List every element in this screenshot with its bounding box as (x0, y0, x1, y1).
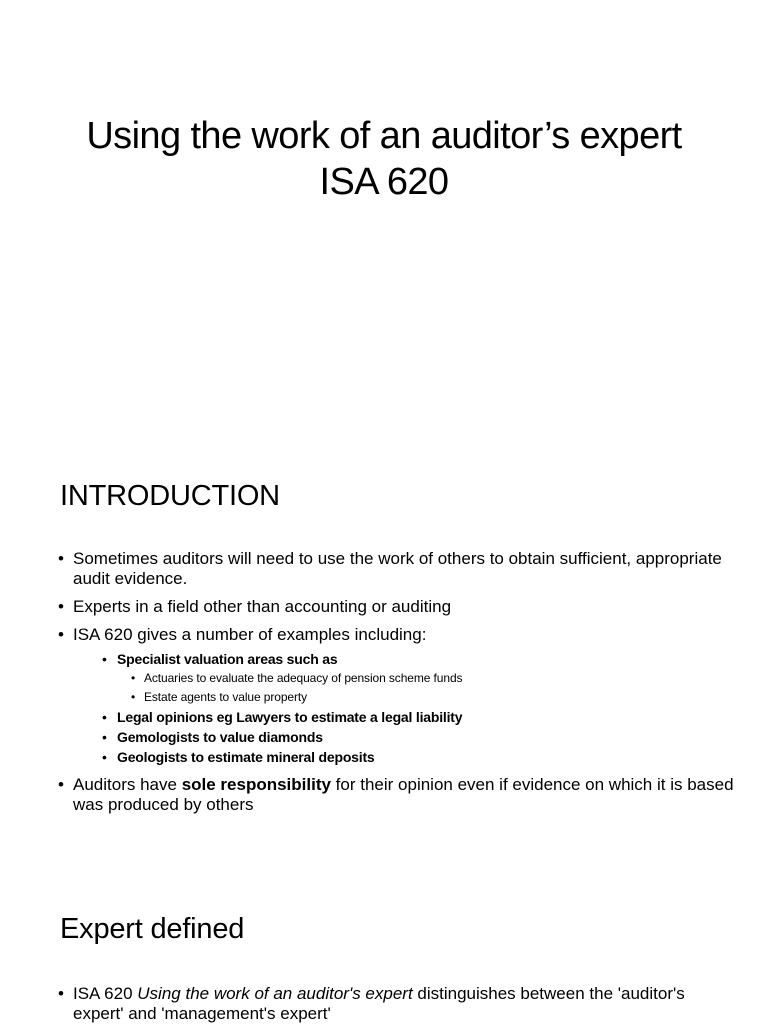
expert-defined-heading: Expert defined (60, 913, 245, 945)
slide-title-line-2: ISA 620 (319, 161, 449, 203)
bullet-use-work-of-others: • Sometimes auditors will need to use the work of others to obtain sufficient, appropriate audit evidence. (58, 549, 738, 589)
bullet-sole-responsibility (58, 775, 738, 815)
bullet-isa-examples-label: ISA 620 gives a number of examples including: (73, 625, 427, 644)
sub-bullet-specialist-valuation (102, 649, 738, 707)
sole-responsibility-emphasis: sole responsibility (181, 775, 331, 794)
expert-defined-slide (0, 878, 768, 1024)
sub-bullet-legal-opinions: • Legal opinions eg Lawyers to estimate a legal liability (102, 707, 738, 727)
sub-bullet-gemologists: • Gemologists to value diamonds (102, 727, 738, 747)
bullet-experts-other-field: • Experts in a field other than accounting or auditing (58, 597, 738, 617)
introduction-heading: INTRODUCTION (60, 480, 280, 512)
sub-bullet-geologists: • Geologists to estimate mineral deposits (102, 747, 738, 767)
title-slide (0, 0, 768, 432)
introduction-bullet-list (58, 549, 738, 823)
isa-distinguishes-prefix: ISA 620 (73, 984, 138, 1003)
sub-sub-bullet-estate-agents: • Estate agents to value property (131, 688, 738, 707)
slide-title-line-1: Using the work of an auditor’s expert (86, 115, 682, 157)
sub-bullet-specialist-valuation-label: Specialist valuation areas such as (117, 651, 338, 667)
sole-responsibility-prefix: Auditors have (73, 775, 182, 794)
sub-sub-bullet-actuaries: • Actuaries to evaluate the adequacy of pension scheme funds (131, 669, 738, 688)
bullet-isa-distinguishes (58, 984, 738, 1024)
isa-distinguishes-suffix: distinguishes between the 'auditor's expert' and 'management's expert' (73, 984, 685, 1023)
introduction-slide (0, 445, 768, 877)
sole-responsibility-suffix: for their opinion even if evidence on which it is based was produced by others (73, 775, 734, 814)
slide-title (0, 113, 768, 205)
examples-sub-list (73, 649, 738, 767)
valuation-sub-sub-list (117, 669, 738, 707)
bullet-isa-examples (58, 625, 738, 767)
expert-defined-bullet-list (58, 984, 738, 1024)
isa-title-italic: Using the work of an auditor's expert (137, 984, 413, 1003)
